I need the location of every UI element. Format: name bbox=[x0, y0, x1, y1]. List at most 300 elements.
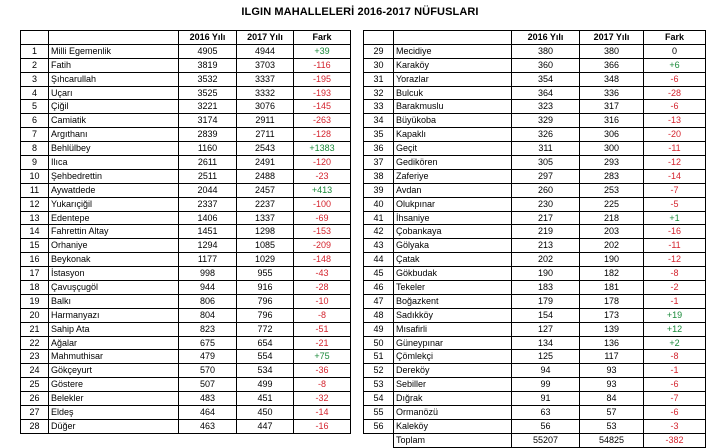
total-diff: -382 bbox=[644, 433, 706, 447]
header-no bbox=[21, 31, 49, 45]
population-2017: 450 bbox=[237, 406, 294, 420]
population-2017: 117 bbox=[580, 350, 644, 364]
population-diff: -16 bbox=[294, 419, 351, 433]
neighborhood-name: Edentepe bbox=[49, 211, 179, 225]
row-number: 49 bbox=[364, 322, 394, 336]
population-2017: 218 bbox=[580, 211, 644, 225]
population-diff: -16 bbox=[644, 225, 706, 239]
row-number: 35 bbox=[364, 128, 394, 142]
population-2016: 305 bbox=[512, 156, 580, 170]
population-diff: +12 bbox=[644, 322, 706, 336]
population-2016: 260 bbox=[512, 183, 580, 197]
row-number: 44 bbox=[364, 253, 394, 267]
neighborhood-name: Sebiller bbox=[394, 378, 512, 392]
row-number: 32 bbox=[364, 86, 394, 100]
neighborhood-name: Gökbudak bbox=[394, 267, 512, 281]
row-number: 43 bbox=[364, 239, 394, 253]
header-2016: 2016 Yılı bbox=[179, 31, 237, 45]
population-diff: -7 bbox=[644, 392, 706, 406]
population-2017: 2488 bbox=[237, 169, 294, 183]
population-2017: 203 bbox=[580, 225, 644, 239]
neighborhood-name: Göstere bbox=[49, 378, 179, 392]
population-2016: 2044 bbox=[179, 183, 237, 197]
population-2016: 675 bbox=[179, 336, 237, 350]
neighborhood-name: Sadıkköy bbox=[394, 308, 512, 322]
population-2016: 479 bbox=[179, 350, 237, 364]
row-number: 6 bbox=[21, 114, 49, 128]
population-diff: -2 bbox=[644, 281, 706, 295]
neighborhood-name: Sahip Ata bbox=[49, 322, 179, 336]
population-2016: 464 bbox=[179, 406, 237, 420]
population-table-left bbox=[20, 30, 351, 434]
row-number: 53 bbox=[364, 378, 394, 392]
neighborhood-name: Dığrak bbox=[394, 392, 512, 406]
population-2017: 173 bbox=[580, 308, 644, 322]
row-number: 31 bbox=[364, 72, 394, 86]
population-2017: 93 bbox=[580, 378, 644, 392]
table-row bbox=[364, 294, 706, 308]
row-number: 28 bbox=[21, 419, 49, 433]
population-2017: 4944 bbox=[237, 44, 294, 58]
table-row bbox=[364, 253, 706, 267]
population-2016: 63 bbox=[512, 406, 580, 420]
table-row bbox=[364, 100, 706, 114]
row-number: 24 bbox=[21, 364, 49, 378]
row-number: 52 bbox=[364, 364, 394, 378]
neighborhood-name: Güneypınar bbox=[394, 336, 512, 350]
row-number: 13 bbox=[21, 211, 49, 225]
population-table-right bbox=[363, 30, 706, 448]
table-row bbox=[21, 197, 351, 211]
neighborhood-name: Mısafirli bbox=[394, 322, 512, 336]
row-number: 9 bbox=[21, 156, 49, 170]
row-number: 14 bbox=[21, 225, 49, 239]
population-2017: 2911 bbox=[237, 114, 294, 128]
row-number: 2 bbox=[21, 58, 49, 72]
population-2016: 323 bbox=[512, 100, 580, 114]
neighborhood-name: Geçit bbox=[394, 142, 512, 156]
header-name bbox=[394, 31, 512, 45]
row-number: 10 bbox=[21, 169, 49, 183]
population-diff: -23 bbox=[294, 169, 351, 183]
row-number: 27 bbox=[21, 406, 49, 420]
table-row bbox=[364, 72, 706, 86]
neighborhood-name: Ormanözü bbox=[394, 406, 512, 420]
population-diff: -11 bbox=[644, 239, 706, 253]
table-row bbox=[21, 392, 351, 406]
population-2017: 283 bbox=[580, 169, 644, 183]
row-number: 37 bbox=[364, 156, 394, 170]
population-2017: 139 bbox=[580, 322, 644, 336]
population-2017: 796 bbox=[237, 294, 294, 308]
population-2016: 507 bbox=[179, 378, 237, 392]
population-2016: 183 bbox=[512, 281, 580, 295]
population-diff: +1383 bbox=[294, 142, 351, 156]
population-2016: 2337 bbox=[179, 197, 237, 211]
table-row bbox=[21, 322, 351, 336]
population-2016: 354 bbox=[512, 72, 580, 86]
header-2017: 2017 Yılı bbox=[580, 31, 644, 45]
population-diff: -209 bbox=[294, 239, 351, 253]
population-diff: -11 bbox=[644, 142, 706, 156]
population-2016: 4905 bbox=[179, 44, 237, 58]
population-2017: 2237 bbox=[237, 197, 294, 211]
population-2016: 360 bbox=[512, 58, 580, 72]
neighborhood-name: Gölyaka bbox=[394, 239, 512, 253]
population-2017: 348 bbox=[580, 72, 644, 86]
population-2017: 955 bbox=[237, 267, 294, 281]
table-row bbox=[364, 183, 706, 197]
population-2017: 534 bbox=[237, 364, 294, 378]
population-2016: 3525 bbox=[179, 86, 237, 100]
row-number: 20 bbox=[21, 308, 49, 322]
population-diff: +1 bbox=[644, 211, 706, 225]
population-2017: 380 bbox=[580, 44, 644, 58]
row-number: 51 bbox=[364, 350, 394, 364]
row-number: 29 bbox=[364, 44, 394, 58]
neighborhood-name: Aywatdede bbox=[49, 183, 179, 197]
population-2016: 380 bbox=[512, 44, 580, 58]
row-number: 34 bbox=[364, 114, 394, 128]
population-diff: -7 bbox=[644, 183, 706, 197]
neighborhood-name: Uçarı bbox=[49, 86, 179, 100]
neighborhood-name: Belekler bbox=[49, 392, 179, 406]
table-row bbox=[364, 142, 706, 156]
row-number: 30 bbox=[364, 58, 394, 72]
table-header-row bbox=[21, 31, 351, 45]
population-2017: 3337 bbox=[237, 72, 294, 86]
population-2017: 3076 bbox=[237, 100, 294, 114]
population-diff: -6 bbox=[644, 100, 706, 114]
header-2016: 2016 Yılı bbox=[512, 31, 580, 45]
population-2016: 3221 bbox=[179, 100, 237, 114]
neighborhood-name: Ağalar bbox=[49, 336, 179, 350]
table-row bbox=[21, 72, 351, 86]
row-number: 16 bbox=[21, 253, 49, 267]
row-number: 39 bbox=[364, 183, 394, 197]
population-2016: 2511 bbox=[179, 169, 237, 183]
row-number: 21 bbox=[21, 322, 49, 336]
total-label: Toplam bbox=[394, 433, 512, 447]
row-number: 4 bbox=[21, 86, 49, 100]
population-2016: 2839 bbox=[179, 128, 237, 142]
population-2016: 944 bbox=[179, 281, 237, 295]
table-row bbox=[364, 197, 706, 211]
row-number: 41 bbox=[364, 211, 394, 225]
table-row bbox=[364, 58, 706, 72]
row-number: 46 bbox=[364, 281, 394, 295]
population-2016: 1294 bbox=[179, 239, 237, 253]
neighborhood-name: Beykonak bbox=[49, 253, 179, 267]
population-2017: 554 bbox=[237, 350, 294, 364]
neighborhood-name: Orhaniye bbox=[49, 239, 179, 253]
population-2017: 2457 bbox=[237, 183, 294, 197]
table-row bbox=[364, 364, 706, 378]
population-diff: -195 bbox=[294, 72, 351, 86]
row-number: 17 bbox=[21, 267, 49, 281]
table-body-right bbox=[364, 44, 706, 433]
neighborhood-name: Milli Egemenlik bbox=[49, 44, 179, 58]
population-2017: 796 bbox=[237, 308, 294, 322]
neighborhood-name: Behlülbey bbox=[49, 142, 179, 156]
population-2016: 127 bbox=[512, 322, 580, 336]
population-diff: -28 bbox=[644, 86, 706, 100]
neighborhood-name: Büyükoba bbox=[394, 114, 512, 128]
neighborhood-name: Çatak bbox=[394, 253, 512, 267]
row-number: 50 bbox=[364, 336, 394, 350]
table-row bbox=[21, 364, 351, 378]
table-row bbox=[364, 114, 706, 128]
neighborhood-name: Fahrettin Altay bbox=[49, 225, 179, 239]
population-2017: 225 bbox=[580, 197, 644, 211]
table-row bbox=[364, 211, 706, 225]
table-row bbox=[364, 156, 706, 170]
population-2016: 213 bbox=[512, 239, 580, 253]
neighborhood-name: Çobankaya bbox=[394, 225, 512, 239]
table-row bbox=[21, 58, 351, 72]
population-2016: 230 bbox=[512, 197, 580, 211]
population-2016: 3532 bbox=[179, 72, 237, 86]
neighborhood-name: Mahmuthisar bbox=[49, 350, 179, 364]
population-diff: -8 bbox=[294, 308, 351, 322]
population-2017: 53 bbox=[580, 419, 644, 433]
row-number: 55 bbox=[364, 406, 394, 420]
population-2017: 202 bbox=[580, 239, 644, 253]
row-number: 15 bbox=[21, 239, 49, 253]
population-diff: -21 bbox=[294, 336, 351, 350]
population-2017: 654 bbox=[237, 336, 294, 350]
neighborhood-name: Çömlekçi bbox=[394, 350, 512, 364]
neighborhood-name: Kapaklı bbox=[394, 128, 512, 142]
population-2017: 181 bbox=[580, 281, 644, 295]
population-2016: 56 bbox=[512, 419, 580, 433]
population-diff: +413 bbox=[294, 183, 351, 197]
table-row bbox=[364, 44, 706, 58]
table-row bbox=[21, 378, 351, 392]
population-diff: -193 bbox=[294, 86, 351, 100]
population-diff: -10 bbox=[294, 294, 351, 308]
population-2017: 136 bbox=[580, 336, 644, 350]
population-2016: 134 bbox=[512, 336, 580, 350]
neighborhood-name: Avdan bbox=[394, 183, 512, 197]
neighborhood-name: Çavuşçugöl bbox=[49, 281, 179, 295]
table-row bbox=[21, 336, 351, 350]
population-2016: 463 bbox=[179, 419, 237, 433]
population-2016: 2611 bbox=[179, 156, 237, 170]
population-diff: -32 bbox=[294, 392, 351, 406]
population-2016: 1160 bbox=[179, 142, 237, 156]
population-diff: -6 bbox=[644, 378, 706, 392]
table-row bbox=[21, 406, 351, 420]
population-2017: 772 bbox=[237, 322, 294, 336]
population-2016: 3174 bbox=[179, 114, 237, 128]
table-row bbox=[21, 253, 351, 267]
population-2017: 84 bbox=[580, 392, 644, 406]
row-number: 22 bbox=[21, 336, 49, 350]
neighborhood-name: Argıthanı bbox=[49, 128, 179, 142]
neighborhood-name: Zaferiye bbox=[394, 169, 512, 183]
header-diff: Fark bbox=[294, 31, 351, 45]
table-row bbox=[364, 169, 706, 183]
header-no bbox=[364, 31, 394, 45]
neighborhood-name: Kaleköy bbox=[394, 419, 512, 433]
population-diff: -1 bbox=[644, 294, 706, 308]
neighborhood-name: Boğazkent bbox=[394, 294, 512, 308]
neighborhood-name: Harmanyazı bbox=[49, 308, 179, 322]
table-row bbox=[21, 128, 351, 142]
header-2017: 2017 Yılı bbox=[237, 31, 294, 45]
population-2017: 1298 bbox=[237, 225, 294, 239]
table-row bbox=[21, 183, 351, 197]
population-2017: 306 bbox=[580, 128, 644, 142]
neighborhood-name: Mecidiye bbox=[394, 44, 512, 58]
population-diff: -5 bbox=[644, 197, 706, 211]
population-diff: -8 bbox=[644, 350, 706, 364]
population-2017: 336 bbox=[580, 86, 644, 100]
neighborhood-name: Tekeler bbox=[394, 281, 512, 295]
population-diff: +6 bbox=[644, 58, 706, 72]
population-2017: 451 bbox=[237, 392, 294, 406]
row-number: 40 bbox=[364, 197, 394, 211]
population-2016: 998 bbox=[179, 267, 237, 281]
table-row bbox=[364, 406, 706, 420]
population-diff: -6 bbox=[644, 72, 706, 86]
population-diff: +75 bbox=[294, 350, 351, 364]
population-diff: -120 bbox=[294, 156, 351, 170]
population-2016: 179 bbox=[512, 294, 580, 308]
row-number: 12 bbox=[21, 197, 49, 211]
row-number: 56 bbox=[364, 419, 394, 433]
row-number: 8 bbox=[21, 142, 49, 156]
population-2017: 366 bbox=[580, 58, 644, 72]
population-2017: 293 bbox=[580, 156, 644, 170]
population-2017: 57 bbox=[580, 406, 644, 420]
row-number: 18 bbox=[21, 281, 49, 295]
table-row bbox=[21, 156, 351, 170]
population-diff: -100 bbox=[294, 197, 351, 211]
population-diff: -8 bbox=[644, 267, 706, 281]
population-2016: 1451 bbox=[179, 225, 237, 239]
table-row bbox=[21, 169, 351, 183]
neighborhood-name: Karaköy bbox=[394, 58, 512, 72]
population-2016: 823 bbox=[179, 322, 237, 336]
table-row bbox=[21, 211, 351, 225]
population-2016: 190 bbox=[512, 267, 580, 281]
neighborhood-name: Gökçeyurt bbox=[49, 364, 179, 378]
population-2016: 297 bbox=[512, 169, 580, 183]
population-diff: -13 bbox=[644, 114, 706, 128]
population-diff: -12 bbox=[644, 156, 706, 170]
population-2016: 804 bbox=[179, 308, 237, 322]
table-row bbox=[21, 308, 351, 322]
population-diff: -14 bbox=[644, 169, 706, 183]
population-diff: -36 bbox=[294, 364, 351, 378]
row-number: 54 bbox=[364, 392, 394, 406]
total-2016: 55207 bbox=[512, 433, 580, 447]
population-2017: 2711 bbox=[237, 128, 294, 142]
table-row bbox=[364, 378, 706, 392]
population-2017: 1029 bbox=[237, 253, 294, 267]
population-diff: -8 bbox=[294, 378, 351, 392]
population-diff: -69 bbox=[294, 211, 351, 225]
table-header-row bbox=[364, 31, 706, 45]
neighborhood-name: Bulcuk bbox=[394, 86, 512, 100]
neighborhood-name: Düğer bbox=[49, 419, 179, 433]
neighborhood-name: Çiğil bbox=[49, 100, 179, 114]
neighborhood-name: Olukpınar bbox=[394, 197, 512, 211]
population-2016: 154 bbox=[512, 308, 580, 322]
population-diff: -148 bbox=[294, 253, 351, 267]
row-number: 48 bbox=[364, 308, 394, 322]
table-row bbox=[364, 281, 706, 295]
table-row bbox=[21, 86, 351, 100]
population-diff: -14 bbox=[294, 406, 351, 420]
population-2017: 2491 bbox=[237, 156, 294, 170]
population-2017: 3332 bbox=[237, 86, 294, 100]
total-2017: 54825 bbox=[580, 433, 644, 447]
table-row bbox=[21, 239, 351, 253]
neighborhood-name: Ilıca bbox=[49, 156, 179, 170]
table-row bbox=[364, 308, 706, 322]
table-row bbox=[21, 267, 351, 281]
table-row bbox=[364, 419, 706, 433]
row-number: 5 bbox=[21, 100, 49, 114]
row-number: 47 bbox=[364, 294, 394, 308]
population-2016: 326 bbox=[512, 128, 580, 142]
table-row bbox=[21, 114, 351, 128]
table-body-left bbox=[21, 44, 351, 433]
table-row bbox=[364, 350, 706, 364]
population-diff: -6 bbox=[644, 406, 706, 420]
neighborhood-name: Barakmuslu bbox=[394, 100, 512, 114]
neighborhood-name: İhsaniye bbox=[394, 211, 512, 225]
population-2017: 916 bbox=[237, 281, 294, 295]
row-number: 7 bbox=[21, 128, 49, 142]
population-diff: -145 bbox=[294, 100, 351, 114]
header-diff: Fark bbox=[644, 31, 706, 45]
table-row bbox=[21, 350, 351, 364]
population-diff: -3 bbox=[644, 419, 706, 433]
population-diff: -263 bbox=[294, 114, 351, 128]
neighborhood-name: Şıhcarullah bbox=[49, 72, 179, 86]
population-2016: 1406 bbox=[179, 211, 237, 225]
population-diff: -1 bbox=[644, 364, 706, 378]
population-2017: 2543 bbox=[237, 142, 294, 156]
neighborhood-name: Yukarıçiğil bbox=[49, 197, 179, 211]
neighborhood-name: Balkı bbox=[49, 294, 179, 308]
population-2017: 499 bbox=[237, 378, 294, 392]
population-2016: 311 bbox=[512, 142, 580, 156]
population-diff: -116 bbox=[294, 58, 351, 72]
table-row bbox=[364, 322, 706, 336]
population-2016: 202 bbox=[512, 253, 580, 267]
population-diff: -51 bbox=[294, 322, 351, 336]
population-2016: 99 bbox=[512, 378, 580, 392]
population-2016: 329 bbox=[512, 114, 580, 128]
population-2017: 1085 bbox=[237, 239, 294, 253]
neighborhood-name: Şehbedrettin bbox=[49, 169, 179, 183]
table-row bbox=[364, 239, 706, 253]
row-number: 42 bbox=[364, 225, 394, 239]
table-row bbox=[21, 142, 351, 156]
table-row bbox=[21, 44, 351, 58]
population-diff: -153 bbox=[294, 225, 351, 239]
table-row bbox=[364, 392, 706, 406]
population-diff: 0 bbox=[644, 44, 706, 58]
table-row bbox=[21, 100, 351, 114]
table-row bbox=[364, 267, 706, 281]
population-2017: 316 bbox=[580, 114, 644, 128]
